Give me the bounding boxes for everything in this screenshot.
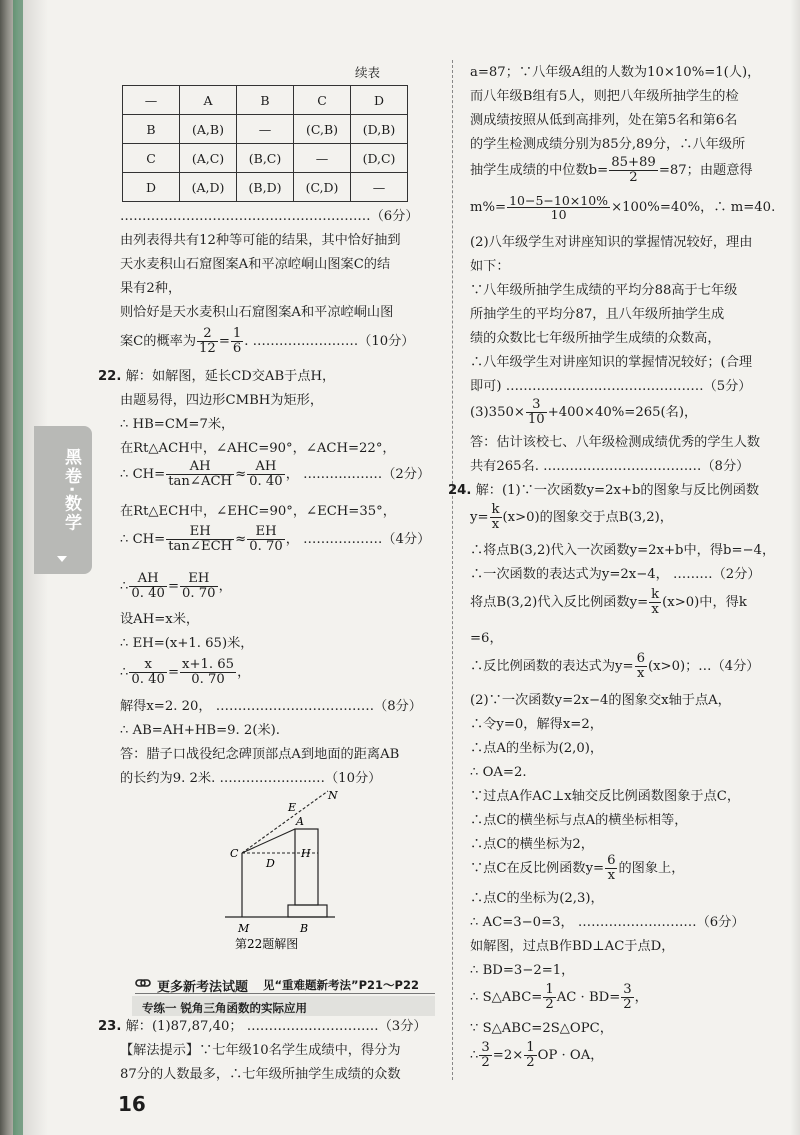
text-line: ∴ $\frac{x}{0. 40}$ = $\frac{x+1. 65}{0. 70}$ ，	[120, 657, 251, 687]
text-line: 所抽学生的平均分87，且八年级所抽学生成	[470, 307, 725, 322]
table-cell: —	[294, 144, 351, 173]
table-row	[123, 144, 408, 173]
table-cell: (D,B)	[351, 115, 408, 144]
text-line: ∴ $\frac{3}{2}$ =2× $\frac{1}{2}$ OP · OA，	[470, 1040, 604, 1070]
table-cell: D	[351, 86, 408, 115]
text-line: m%= $\frac{10-5-10\times 10\%}{10}$ ×100%=40%，∴ m=40.	[470, 193, 776, 223]
section-banner	[135, 973, 435, 995]
text-line: 测成绩按照从低到高排列，处在第5名和第6名	[470, 113, 738, 128]
table-caption: 续表	[355, 65, 381, 80]
table-row	[123, 86, 408, 115]
text-line: ∵过点A作AC⊥x轴交反比例函数图象于点C，	[470, 789, 741, 804]
table-cell: (A,D)	[180, 173, 237, 202]
text-line: a=87；∵八年级A组的人数为10×10%=1(人)，	[470, 65, 761, 80]
question-24: 24. 解：(1)∵一次函数y=2x+b的图象与反比例函数	[448, 483, 760, 498]
text-line: ∵八年级所抽学生成绩的平均分88高于七年级	[470, 283, 738, 298]
segment-CA	[242, 829, 295, 853]
text-line: 87分的人数最多，∴七年级所抽学生成绩的众数	[120, 1067, 401, 1082]
table-cell: D	[123, 173, 180, 202]
side-tab	[34, 426, 92, 574]
text-line: ∴反比例函数的表达式为y= $\frac{6}{x}$ (x>0)；…（4分）	[470, 651, 760, 681]
text-line: ∴ EH=(x+1. 65)米，	[120, 636, 254, 651]
text-line: ∵ S△ABC=2S△OPC，	[470, 1021, 613, 1036]
text-line: ∴八年级学生对讲座知识的掌握情况较好；(合理	[470, 355, 753, 370]
table-cell: (A,C)	[180, 144, 237, 173]
table-cell: (A,B)	[180, 115, 237, 144]
text-line: ∴ S△ABC= $\frac{1}{2}$ AC · BD= $\frac{3}{2}$ ，	[470, 982, 648, 1012]
text-line: =6，	[470, 631, 503, 646]
text-line: 设AH=x米，	[120, 612, 200, 627]
text-line: …………………………………………………（6分）	[120, 209, 419, 224]
text-line: ∴ CH= $\frac{AH}{\text{tan∠ACH}}$ ≈ $\frac{AH}{0. 40}$ ， ………………（2分）	[120, 459, 431, 489]
side-tab-label: 黑卷·数学	[61, 448, 81, 533]
question-22: 22. 解：如解图，延长CD交AB于点H，	[98, 369, 336, 384]
text-line: 绩的众数比七年级所抽学生成绩的众数高，	[470, 331, 721, 346]
text-line: 如解图，过点B作BD⊥AC于点D，	[470, 939, 675, 954]
chevron-down-icon	[57, 556, 67, 562]
text-line: 如下：	[470, 259, 510, 274]
text-line: 的长约为9. 2米. ……………………（10分）	[120, 771, 382, 786]
text-line: 的学生检测成绩分别为85分,89分，∴八年级所	[470, 137, 746, 152]
monument	[295, 829, 318, 905]
table-cell: A	[180, 86, 237, 115]
column-divider	[452, 60, 453, 1080]
text-line: 抽学生成绩的中位数b= $\frac{85+89}{2}$ =87；由题意得	[470, 155, 753, 185]
table-cell: —	[237, 115, 294, 144]
text-line: 在Rt△ECH中，∠EHC=90°，∠ECH=35°，	[120, 504, 396, 519]
table-cell: C	[294, 86, 351, 115]
right-edge-shadow	[790, 0, 800, 1135]
text-line: y= $\frac{k}{x}$ (x>0)的图象交于点B(3,2)，	[470, 502, 673, 532]
text-line: (2)∵一次函数y=2x−4的图象交x轴于点A，	[470, 693, 731, 708]
table-cell: —	[351, 173, 408, 202]
table-cell: (D,C)	[351, 144, 408, 173]
text-line: 【解法提示】∵七年级10名学生成绩中，得分为	[120, 1043, 401, 1058]
label-B: B	[300, 922, 309, 935]
text-line: 天水麦积山石窟图案A和平凉崆峒山图案C的结	[120, 257, 391, 272]
text-line: 则恰好是天水麦积山石窟图案A和平凉崆峒山图	[120, 305, 394, 320]
text-line: 将点B(3,2)代入反比例函数y= $\frac{k}{x}$ (x>0)中，得k	[470, 587, 747, 617]
text-line: ∴点C的横坐标与点A的横坐标相等，	[470, 813, 688, 828]
text-line: 解得x=2. 20， ………………………………（8分）	[120, 699, 422, 714]
label-A: A	[296, 815, 304, 828]
banner-title: 更多新考法试题	[157, 980, 249, 995]
text-line: 在Rt△ACH中，∠AHC=90°，∠ACH=22°，	[120, 441, 396, 456]
section-subtitle-bar	[132, 996, 435, 1016]
text-line: ∴一次函数的表达式为y=2x−4， ………（2分）	[470, 567, 761, 582]
text-line: ∴ CH= $\frac{EH}{\text{tan∠ECH}}$ ≈ $\frac{EH}{0. 70}$ ， ………………（4分）	[120, 524, 431, 554]
text-line: 由题易得，四边形CMBH为矩形，	[120, 393, 324, 408]
text-line: ∴点C的坐标为(2,3)，	[470, 891, 604, 906]
banner-reference: 见“重难题新考法”P21～P22	[263, 978, 419, 992]
text-line: ∴ $\frac{AH}{0. 40}$ = $\frac{EH}{0. 70}$ ，	[120, 571, 232, 601]
text-line: ∴ AC=3−0=3， ………………………（6分）	[470, 915, 745, 930]
page-number: 16	[118, 1092, 146, 1116]
text-line: 果有2种，	[120, 281, 182, 296]
text-line: 答：腊子口战役纪念碑顶部点A到地面的距离AB	[120, 747, 400, 762]
text-line: ∴ BD=3−2=1，	[470, 963, 575, 978]
text-line: 即可) ………………………………………（5分）	[470, 379, 752, 394]
label-N: N	[328, 789, 338, 802]
text-line: ∴将点B(3,2)代入一次函数y=2x+b中，得b=−4，	[470, 543, 776, 558]
text-line: ∴令y=0，解得x=2，	[470, 717, 603, 732]
table-cell: C	[123, 144, 180, 173]
text-line: 共有265名. ………………………………（8分）	[470, 459, 750, 474]
table-row	[123, 115, 408, 144]
text-line: 案C的概率为 $\frac{2}{12}$ = $\frac{1}{6}$ . ……………………（10分）	[120, 326, 415, 356]
table-cell: (C,B)	[294, 115, 351, 144]
text-line: 而八年级B组有5人，则把八年级所抽学生的检	[470, 89, 739, 104]
label-D: D	[266, 857, 275, 870]
label-M: M	[238, 922, 250, 935]
fraction: $\frac{2}{12}$	[199, 326, 216, 356]
text-line: ∴ HB=CM=7米，	[120, 417, 235, 432]
table-cell: —	[123, 86, 180, 115]
text-line: 23. 解：(1)87,87,40； …………………………（3分）	[98, 1019, 427, 1034]
text-line: ∴ AB=AH+HB=9. 2(米).	[120, 723, 280, 738]
text-line: ∴点C的横坐标为2，	[470, 837, 594, 852]
table-cell: (B,C)	[237, 144, 294, 173]
table-cell: (B,D)	[237, 173, 294, 202]
label-E: E	[288, 801, 297, 814]
text-line: (2)八年级学生对讲座知识的掌握情况较好，理由	[470, 235, 753, 250]
link-icon	[135, 975, 151, 991]
monument-base	[288, 905, 327, 917]
table-row	[123, 173, 408, 202]
text-line: ∴点A的坐标为(2,0)，	[470, 741, 604, 756]
table-cell: (C,D)	[294, 173, 351, 202]
probability-table	[122, 85, 408, 202]
text-line: 答：估计该校七、八年级检测成绩优秀的学生人数	[470, 435, 761, 450]
table-cell: B	[237, 86, 294, 115]
label-C: C	[230, 847, 239, 860]
text-line: ∵点C在反比例函数y= $\frac{6}{x}$ 的图象上，	[470, 853, 685, 883]
text-line: 由列表得共有12种等可能的结果，其中恰好抽到	[120, 233, 401, 248]
fraction: $\frac{1}{6}$	[232, 326, 242, 356]
figure-22	[220, 785, 350, 950]
text-line: ∴ OA=2.	[470, 765, 527, 780]
figure-caption: 第22题解图	[235, 937, 299, 950]
label-H: H	[301, 847, 311, 860]
table-cell: B	[123, 115, 180, 144]
section-subtitle: 专练一 锐角三角函数的实际应用	[142, 1001, 308, 1015]
text-line: (3)350× $\frac{3}{10}$ +400×40%=265(名)，	[470, 397, 698, 427]
ray-CN	[242, 791, 328, 853]
